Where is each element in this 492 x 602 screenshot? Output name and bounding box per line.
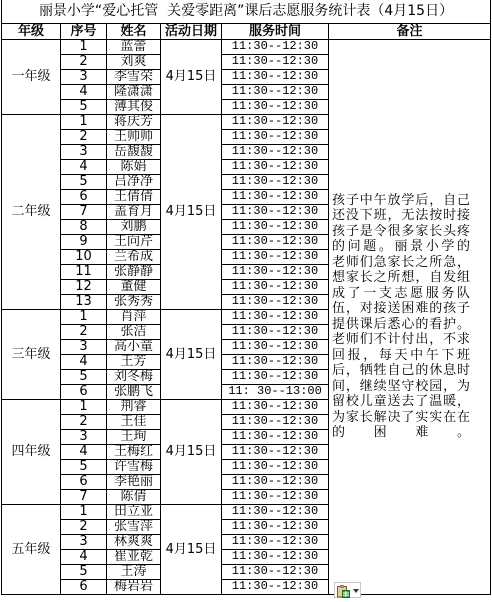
time-cell[interactable]: 11:30--12:30 [222, 369, 329, 384]
name-cell[interactable]: 刘鹏 [107, 219, 161, 234]
name-cell[interactable]: 刘爽 [107, 54, 161, 69]
name-cell[interactable]: 张静静 [107, 264, 161, 279]
time-cell[interactable]: 11:30--12:30 [222, 444, 329, 459]
name-cell[interactable]: 梅岩岩 [107, 579, 161, 594]
name-cell[interactable]: 林爽爽 [107, 534, 161, 549]
time-cell[interactable]: 11:30--12:30 [222, 549, 329, 564]
name-cell[interactable]: 兰希成 [107, 249, 161, 264]
name-cell[interactable]: 张雪萍 [107, 519, 161, 534]
time-cell[interactable]: 11:30--12:30 [222, 354, 329, 369]
number-cell[interactable]: 10 [61, 249, 107, 264]
name-cell[interactable]: 董健 [107, 279, 161, 294]
name-cell[interactable]: 隆潇潇 [107, 84, 161, 99]
sheet-title[interactable]: 丽景小学“爱心托管 关爱零距离”课后志愿服务统计表（4月15日） [2, 0, 491, 23]
number-cell[interactable]: 4 [61, 444, 107, 459]
name-cell[interactable]: 王梅红 [107, 444, 161, 459]
time-cell[interactable]: 11:30--12:30 [222, 114, 329, 129]
date-cell[interactable]: 4月15日 [161, 114, 222, 309]
time-cell[interactable]: 11:30--12:30 [222, 429, 329, 444]
grade-cell[interactable]: 三年级 [2, 309, 61, 399]
name-cell[interactable]: 王佳 [107, 414, 161, 429]
notes-line: 的问题。丽景小学的 [332, 239, 470, 254]
name-cell[interactable]: 陈娟 [107, 159, 161, 174]
number-cell[interactable]: 5 [61, 564, 107, 579]
grade-cell[interactable]: 一年级 [2, 39, 61, 114]
number-cell[interactable]: 5 [61, 459, 107, 474]
number-cell[interactable]: 9 [61, 234, 107, 249]
name-cell[interactable]: 高小童 [107, 339, 161, 354]
number-cell[interactable]: 6 [61, 579, 107, 594]
notes-line: 老师们不计付出，不求 [332, 332, 470, 347]
notes-line: 成了一支志愿服务队 [332, 285, 470, 301]
number-cell[interactable]: 1 [61, 399, 107, 414]
number-cell[interactable]: 3 [61, 144, 107, 159]
notes-line: 伍，对接送困难的孩子 [332, 301, 470, 316]
name-cell[interactable]: 荆睿 [107, 399, 161, 414]
number-cell[interactable]: 1 [61, 114, 107, 129]
name-cell[interactable]: 许雪梅 [107, 459, 161, 474]
time-cell[interactable]: 11:30--12:30 [222, 69, 329, 84]
notes-line: 为家长解决了实实在在 [332, 409, 470, 425]
notes-line: 后，牺牲自己的休息时 [332, 363, 470, 378]
paste-options-icon [336, 583, 350, 597]
number-cell[interactable]: 13 [61, 294, 107, 309]
name-cell[interactable]: 王芳 [107, 354, 161, 369]
notes-line: 老师们急家长之所急， [332, 254, 470, 270]
number-cell[interactable]: 4 [61, 354, 107, 369]
date-cell[interactable]: 4月15日 [161, 504, 222, 594]
time-cell[interactable]: 11:30--12:30 [222, 294, 329, 309]
name-cell[interactable]: 岳馥馥 [107, 144, 161, 159]
name-cell[interactable]: 薄其俊 [107, 99, 161, 114]
grade-cell[interactable]: 二年级 [2, 114, 61, 309]
paste-options-button[interactable] [334, 582, 361, 598]
time-cell[interactable]: 11:30--12:30 [222, 174, 329, 189]
name-cell[interactable]: 蓝蕾 [107, 39, 161, 54]
number-cell[interactable]: 7 [61, 204, 107, 219]
number-cell[interactable]: 2 [61, 129, 107, 144]
number-cell[interactable]: 4 [61, 159, 107, 174]
time-cell[interactable]: 11:30--12:30 [222, 54, 329, 69]
name-cell[interactable]: 崔亚乾 [107, 549, 161, 564]
time-cell[interactable]: 11:30--12:30 [222, 534, 329, 549]
grade-cell[interactable]: 五年级 [2, 504, 61, 594]
header-grade[interactable]: 年级 [2, 23, 61, 39]
time-cell[interactable]: 11:30--12:30 [222, 204, 329, 219]
name-cell[interactable]: 盖育月 [107, 204, 161, 219]
number-cell[interactable]: 8 [61, 219, 107, 234]
time-cell[interactable]: 11:30--12:30 [222, 459, 329, 474]
time-cell[interactable]: 11:30--12:30 [222, 309, 329, 324]
name-cell[interactable]: 王帅帅 [107, 129, 161, 144]
number-cell[interactable]: 6 [61, 384, 107, 399]
time-cell[interactable]: 11:30--12:30 [222, 129, 329, 144]
number-cell[interactable]: 2 [61, 54, 107, 69]
number-cell[interactable]: 4 [61, 549, 107, 564]
time-cell[interactable]: 11:30--12:30 [222, 279, 329, 294]
notes-line: 回报，每天中午下班 [332, 347, 470, 363]
time-cell[interactable]: 11:30--12:30 [222, 39, 329, 54]
number-cell[interactable]: 2 [61, 519, 107, 534]
time-cell[interactable]: 11:30--12:30 [222, 264, 329, 279]
notes-line: 想家长之所想，自发组 [332, 270, 470, 285]
date-cell[interactable]: 4月15日 [161, 399, 222, 504]
number-cell[interactable]: 1 [61, 504, 107, 519]
date-cell[interactable]: 4月15日 [161, 39, 222, 114]
number-cell[interactable]: 5 [61, 369, 107, 384]
name-cell[interactable]: 肖萍 [107, 309, 161, 324]
number-cell[interactable]: 5 [61, 174, 107, 189]
time-cell[interactable]: 11:30--12:30 [222, 414, 329, 429]
header-date[interactable]: 活动日期 [161, 23, 222, 39]
time-cell[interactable]: 11:30--12:30 [222, 399, 329, 414]
name-cell[interactable]: 王涛 [107, 564, 161, 579]
name-cell[interactable]: 王向芹 [107, 234, 161, 249]
name-cell[interactable]: 李雪荣 [107, 69, 161, 84]
time-cell[interactable]: 11:30--12:30 [222, 504, 329, 519]
time-cell[interactable]: 11: 30--13:00 [222, 384, 329, 399]
number-cell[interactable]: 6 [61, 474, 107, 489]
time-cell[interactable]: 11:30--12:30 [222, 249, 329, 264]
number-cell[interactable]: 1 [61, 309, 107, 324]
name-cell[interactable]: 王珣 [107, 429, 161, 444]
time-cell[interactable]: 11:30--12:30 [222, 489, 329, 504]
chevron-down-icon[interactable] [353, 589, 359, 593]
time-cell[interactable]: 11:30--12:30 [222, 219, 329, 234]
number-cell[interactable]: 2 [61, 414, 107, 429]
notes-line: 提供课后悉心的看护。 [332, 316, 470, 332]
number-cell[interactable]: 7 [61, 489, 107, 504]
grade-cell[interactable]: 四年级 [2, 399, 61, 504]
notes-line: 孩子中午放学后，自己 [332, 192, 470, 208]
number-cell[interactable]: 12 [61, 279, 107, 294]
number-cell[interactable]: 2 [61, 324, 107, 339]
name-cell[interactable]: 张洁 [107, 324, 161, 339]
name-cell[interactable]: 张秀秀 [107, 294, 161, 309]
notes-cell[interactable] [329, 39, 491, 594]
time-cell[interactable]: 11:30--12:30 [222, 324, 329, 339]
time-cell[interactable]: 11:30--12:30 [222, 474, 329, 489]
time-cell[interactable]: 11:30--12:30 [222, 189, 329, 204]
name-cell[interactable]: 吕净净 [107, 174, 161, 189]
number-cell[interactable]: 4 [61, 84, 107, 99]
notes-line: 还没下班，无法按时接 [332, 208, 470, 223]
number-cell[interactable]: 5 [61, 99, 107, 114]
name-cell[interactable]: 张鹏飞 [107, 384, 161, 399]
time-cell[interactable]: 11:30--12:30 [222, 159, 329, 174]
date-cell[interactable]: 4月15日 [161, 309, 222, 399]
notes-line: 间，继续坚守校园，为 [332, 378, 470, 394]
name-cell[interactable]: 李艳丽 [107, 474, 161, 489]
time-cell[interactable]: 11:30--12:30 [222, 579, 329, 594]
number-cell[interactable]: 1 [61, 39, 107, 54]
header-time[interactable]: 服务时间 [222, 23, 329, 39]
number-cell[interactable]: 3 [61, 429, 107, 444]
notes-line: 的困难。 [332, 425, 470, 440]
notes-line: 留校儿童送去了温暖， [332, 394, 470, 409]
time-cell[interactable]: 11:30--12:30 [222, 84, 329, 99]
name-cell[interactable]: 王倩倩 [107, 189, 161, 204]
number-cell[interactable]: 11 [61, 264, 107, 279]
name-cell[interactable]: 刘冬梅 [107, 369, 161, 384]
number-cell[interactable]: 3 [61, 534, 107, 549]
time-cell[interactable]: 11:30--12:30 [222, 339, 329, 354]
notes-line: 孩子是令很多家长头疼 [332, 223, 470, 239]
time-cell[interactable]: 11:30--12:30 [222, 519, 329, 534]
header-name[interactable]: 姓名 [107, 23, 161, 39]
header-notes[interactable]: 备注 [329, 23, 491, 39]
header-number[interactable]: 序号 [61, 23, 107, 39]
notes-text [332, 193, 470, 441]
time-cell[interactable]: 11:30--12:30 [222, 99, 329, 114]
time-cell[interactable]: 11:30--12:30 [222, 234, 329, 249]
name-cell[interactable]: 蒋庆芳 [107, 114, 161, 129]
time-cell[interactable]: 11:30--12:30 [222, 144, 329, 159]
number-cell[interactable]: 6 [61, 189, 107, 204]
name-cell[interactable]: 陈倩 [107, 489, 161, 504]
name-cell[interactable]: 田立亚 [107, 504, 161, 519]
time-cell[interactable]: 11:30--12:30 [222, 564, 329, 579]
number-cell[interactable]: 3 [61, 339, 107, 354]
volunteer-service-table [1, 0, 491, 595]
number-cell[interactable]: 3 [61, 69, 107, 84]
